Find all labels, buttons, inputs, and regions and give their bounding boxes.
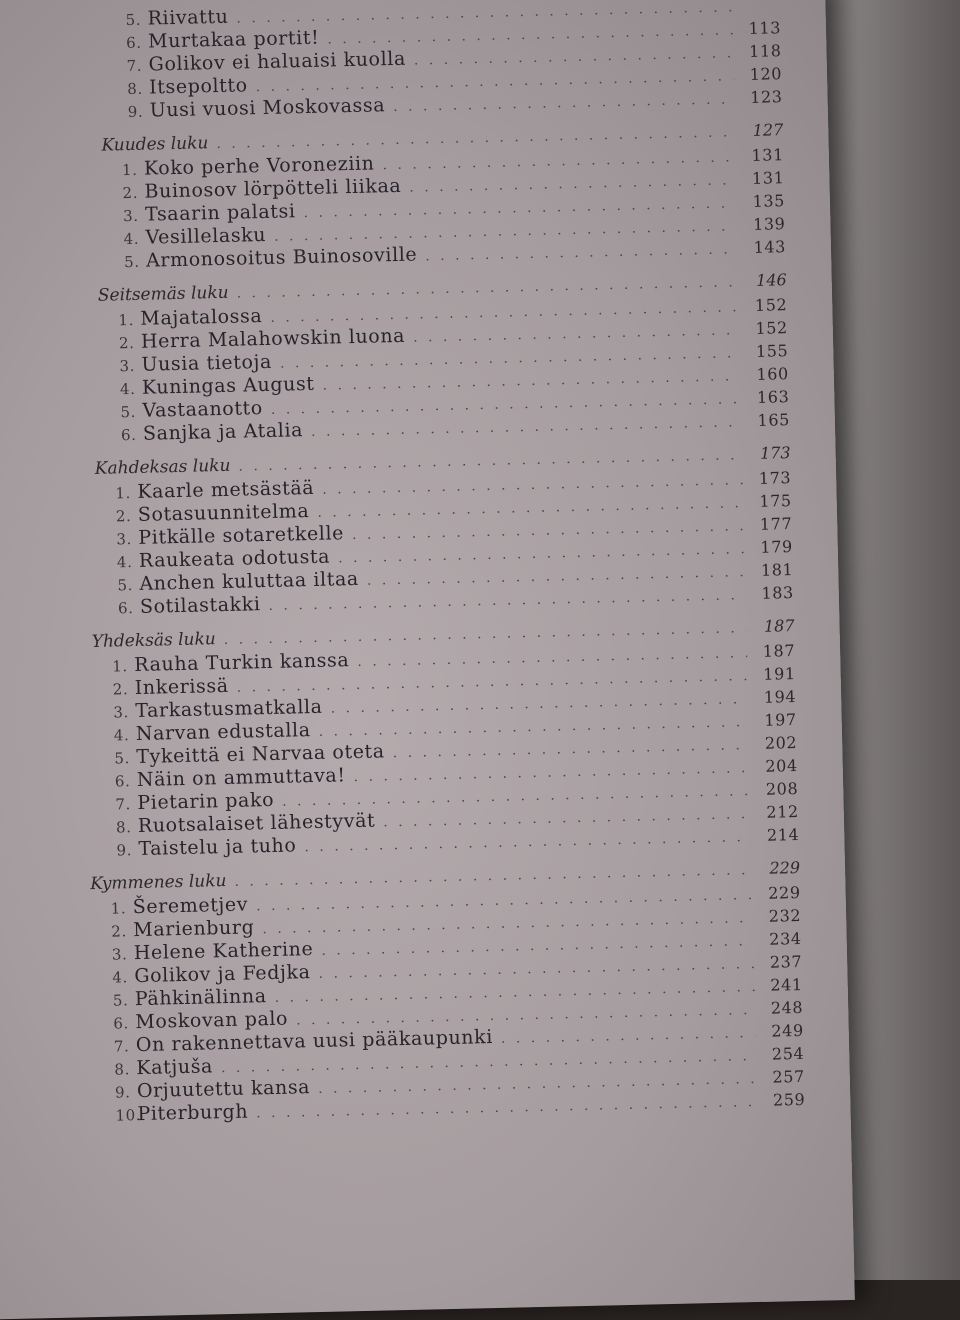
chapter-heading-title: Seitsemäs luku xyxy=(97,282,229,306)
entry-number: 3. xyxy=(119,356,136,376)
entry-number: 1. xyxy=(118,310,135,330)
entry-title: Šeremetjev xyxy=(132,893,249,919)
entry-title: Sotasuunnitelma xyxy=(137,500,310,526)
entry-title: Katjuša xyxy=(136,1055,214,1080)
entry-page: 254 xyxy=(771,1043,805,1064)
entry-number: 1. xyxy=(115,484,132,503)
entry-title: Tarkastusmatkalla xyxy=(135,695,323,723)
entry-page: 135 xyxy=(752,191,786,211)
entry-number: 8. xyxy=(114,1060,131,1079)
entry-page: 241 xyxy=(770,974,803,995)
chapter-heading-page: 146 xyxy=(755,270,787,290)
leader-dots xyxy=(256,1094,758,1121)
entry-page: 160 xyxy=(756,364,790,384)
entry-page: 118 xyxy=(748,41,782,61)
entry-number: 5. xyxy=(125,10,142,30)
entry-title: Sanjka ja Atalia xyxy=(142,419,304,445)
entry-page: 234 xyxy=(769,928,802,949)
entry-number: 2. xyxy=(111,922,128,941)
chapter-heading-title: Kuudes luku xyxy=(101,133,209,156)
entry-number: 4. xyxy=(116,553,133,572)
entry-number: 4. xyxy=(112,968,129,987)
entry-page xyxy=(741,10,781,11)
entry-title: Näin on ammuttava! xyxy=(136,764,346,792)
entry-title: Vastaanotto xyxy=(142,397,264,422)
entry-number: 10. xyxy=(115,1105,142,1125)
entry-title: Riivattu xyxy=(147,5,229,30)
entry-title: Itsepoltto xyxy=(148,74,248,99)
entry-number: 7. xyxy=(126,56,143,76)
entry-page: 123 xyxy=(749,87,783,107)
entry-number: 4. xyxy=(119,379,136,399)
entry-number: 1. xyxy=(110,899,127,918)
entry-title: Narvan edustalla xyxy=(135,719,311,746)
entry-number: 3. xyxy=(113,703,130,722)
entry-page: 165 xyxy=(757,410,791,430)
leader-dots xyxy=(268,587,746,614)
entry-page: 181 xyxy=(760,560,794,580)
entry-number: 5. xyxy=(120,402,137,422)
entry-number: 6. xyxy=(113,1014,130,1033)
entry-title: Uusia tietoja xyxy=(141,350,273,376)
entry-title: Majatalossa xyxy=(140,305,263,330)
entry-title: Armonosoitus Buinosoville xyxy=(145,243,418,272)
entry-title: Piterburgh xyxy=(137,1100,249,1126)
entry-number: 3. xyxy=(122,206,139,226)
entry-page: 113 xyxy=(748,18,782,38)
entry-page: 194 xyxy=(763,687,797,707)
entry-title: Moskovan palo xyxy=(135,1007,289,1034)
entry-title: Orjuutettu kansa xyxy=(136,1076,311,1103)
entry-number: 8. xyxy=(126,79,143,99)
entry-title: Kuningas August xyxy=(141,372,315,399)
entry-page: 191 xyxy=(763,664,796,684)
entry-number: 8. xyxy=(115,818,132,837)
entry-page: 139 xyxy=(752,214,786,234)
entry-title: Ruotsalaiset lähestyvät xyxy=(137,809,376,837)
entry-page: 152 xyxy=(754,295,788,315)
entry-page: 163 xyxy=(756,387,790,407)
entry-page: 183 xyxy=(761,583,795,603)
entry-title: Buinosov lörpötteli liikaa xyxy=(144,174,402,203)
entry-page: 187 xyxy=(762,641,796,661)
entry-title: Pähkinälinna xyxy=(134,985,267,1011)
entry-title: Golikov ja Fedjka xyxy=(134,961,311,988)
leader-dots xyxy=(311,414,742,440)
entry-number: 9. xyxy=(116,841,133,860)
entry-title: Tykeittä ei Narvaa oteta xyxy=(136,740,385,769)
entry-page: 229 xyxy=(768,882,801,903)
entry-number: 9. xyxy=(127,102,144,122)
entry-number: 4. xyxy=(123,229,140,249)
entry-number: 7. xyxy=(113,1037,130,1056)
entry-number: 6. xyxy=(125,33,142,53)
entry-number: 5. xyxy=(123,252,140,272)
entry-page: 131 xyxy=(751,145,785,165)
leader-dots xyxy=(393,91,735,115)
entry-page: 175 xyxy=(759,491,792,511)
entry-page: 212 xyxy=(766,801,799,822)
chapter-heading-page: 127 xyxy=(752,120,784,140)
entry-title: Helene Katherine xyxy=(133,938,314,965)
entry-page: 177 xyxy=(759,514,793,534)
entry-number: 9. xyxy=(114,1083,131,1102)
entry-title: Vesillelasku xyxy=(145,223,267,249)
entry-title: Pietarin pako xyxy=(137,788,275,814)
entry-title: Murtakaa portit! xyxy=(147,26,320,53)
entry-page: 143 xyxy=(753,237,787,257)
entry-page: 202 xyxy=(764,733,798,753)
entry-title: Kaarle metsästää xyxy=(137,476,315,503)
entry-page: 204 xyxy=(765,756,798,776)
entry-page: 173 xyxy=(758,468,792,488)
entry-title: Herra Malahowskin luona xyxy=(140,324,406,353)
entry-number: 2. xyxy=(112,680,129,699)
leader-dots xyxy=(425,241,738,264)
entry-number: 5. xyxy=(112,991,129,1010)
entry-number: 4. xyxy=(113,726,130,745)
chapter-heading-page: 229 xyxy=(769,857,801,878)
chapter-heading-page: 187 xyxy=(763,616,795,636)
entry-number: 2. xyxy=(122,183,139,203)
entry-number: 6. xyxy=(117,599,134,618)
entry-page: 237 xyxy=(769,951,803,972)
entry-page: 232 xyxy=(768,905,802,926)
chapter-heading-title: Kymmenes luku xyxy=(90,870,227,895)
entry-page: 152 xyxy=(755,318,789,338)
entry-number: 6. xyxy=(114,772,131,791)
entry-page: 208 xyxy=(765,779,799,799)
entry-page: 248 xyxy=(770,997,804,1018)
entry-title: Anchen kuluttaa iltaa xyxy=(139,567,360,595)
entry-page: 214 xyxy=(766,824,800,845)
entry-number: 7. xyxy=(115,795,132,814)
entry-title: Uusi vuosi Moskovassa xyxy=(149,94,386,122)
entry-page: 249 xyxy=(771,1020,804,1041)
entry-page: 120 xyxy=(749,64,783,84)
entry-title: Pitkälle sotaretkelle xyxy=(138,522,345,549)
entry-number: 3. xyxy=(116,530,133,549)
entry-title: Marienburg xyxy=(133,916,255,942)
chapter-heading-title: Kahdeksas luku xyxy=(94,455,231,479)
leader-dots xyxy=(304,829,751,855)
entry-title: Raukeata odotusta xyxy=(138,545,331,572)
entry-number: 1. xyxy=(112,657,129,676)
entry-page: 179 xyxy=(760,537,793,557)
entry-number: 2. xyxy=(118,333,135,353)
entry-page: 155 xyxy=(755,341,789,361)
entry-page: 131 xyxy=(751,168,785,188)
entry-title: On rakennettava uusi pääkaupunki xyxy=(135,1025,494,1057)
entry-title: Inkerissä xyxy=(134,674,229,700)
entry-number: 1. xyxy=(121,160,138,180)
entry-number: 5. xyxy=(117,576,134,595)
entry-number: 5. xyxy=(114,749,131,768)
entry-title: Sotilastakki xyxy=(139,593,261,618)
chapter-heading-title: Yhdeksäs luku xyxy=(91,629,216,652)
entry-title: Golikov ei haluaisi kuolla xyxy=(148,47,407,76)
entry-title: Koko perhe Voroneziin xyxy=(143,152,375,180)
entry-title: Rauha Turkin kanssa xyxy=(134,649,350,677)
entry-number: 2. xyxy=(115,507,132,526)
chapter-heading-page: 173 xyxy=(759,443,791,463)
entry-page: 259 xyxy=(772,1089,806,1110)
entry-page: 257 xyxy=(772,1066,805,1087)
entry-number: 6. xyxy=(120,425,137,445)
entry-title: Tsaarin palatsi xyxy=(144,200,296,226)
entry-number: 3. xyxy=(111,945,128,964)
entry-page: 197 xyxy=(764,710,797,730)
entry-title: Taistelu ja tuho xyxy=(138,834,297,860)
